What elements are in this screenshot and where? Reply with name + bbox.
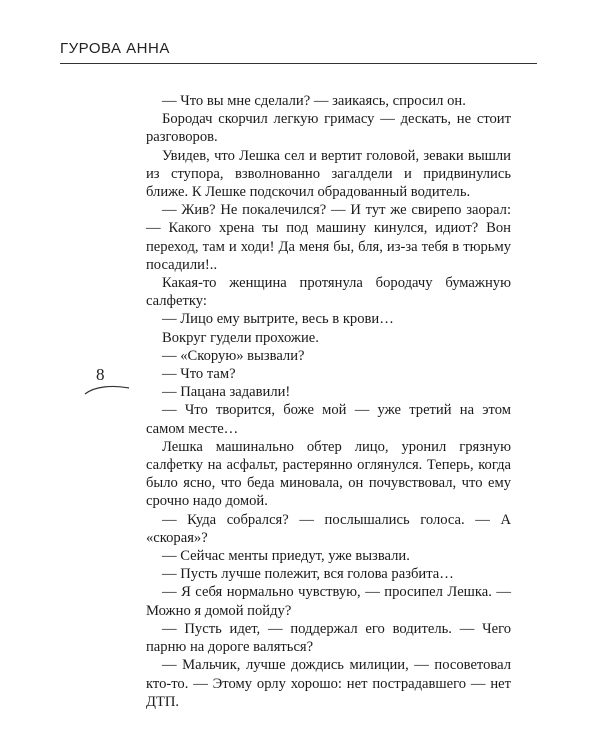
paragraph: — «Скорую» вызвали?: [162, 347, 305, 364]
paragraph: — Куда собрался? — послышались голоса. — А «скорая»?: [146, 511, 511, 546]
paragraph: — Пусть идет, — поддержал его водитель. — Чего парню на дороге валяться?: [146, 620, 511, 656]
paragraph: Какая-то женщина протянула бородачу бумажную салфетку:: [146, 275, 511, 310]
paragraph: — Что вы мне сделали? — заикаясь, спросил он.: [162, 93, 466, 109]
paragraph: — Лицо ему вытрите, весь в крови…: [162, 311, 394, 328]
body-text: [146, 92, 511, 711]
paragraph: — Жив? Не покалечился? — И тут же свирепо заорал: — Какого хрена ты под машину кинулся, идиот? Вон переход, там и ходи! Да меня бы, бля, из-за тебя в тюрьму посадили!..: [146, 202, 511, 273]
running-head-title: ГУРОВА АННА: [60, 40, 170, 57]
page-number-swash-ornament: [83, 383, 131, 397]
paragraph: — Что там?: [162, 366, 236, 383]
paragraph: — Что творится, боже мой — уже третий на этом самом месте…: [146, 402, 511, 437]
page-number: 8: [96, 365, 105, 384]
paragraph: — Мальчик, лучше дождись милиции, — посоветовал кто-то. — Этому орлу хорошо: нет пострадавшего — нет ДТП.: [146, 657, 511, 710]
paragraph: — Пусть лучше полежит, вся голова разбита…: [162, 566, 454, 583]
header-divider: [60, 63, 537, 64]
paragraph: — Пацана задавили!: [162, 384, 291, 401]
paragraph: — Я себя нормально чувствую, — просипел Лешка. — Можно я домой пойду?: [146, 584, 511, 619]
paragraph: — Сейчас менты приедут, уже вызвали.: [162, 548, 410, 565]
paragraph: Лешка машинально обтер лицо, уронил грязную салфетку на асфальт, растерянно оглянулся. Теперь, когда было ясно, что беда миновала, он почувствовал, что ему срочно надо домой.: [146, 438, 511, 510]
paragraph: Увидев, что Лешка сел и вертит головой, зеваки вышли из ступора, взволнованно загалдели и придвинулись ближе. К Лешке подскочил обрадованный водитель.: [146, 147, 511, 201]
paragraph: Вокруг гудели прохожие.: [162, 329, 319, 346]
paragraph: Бородач скорчил легкую гримасу — дескать, не стоит разговоров.: [146, 111, 511, 146]
